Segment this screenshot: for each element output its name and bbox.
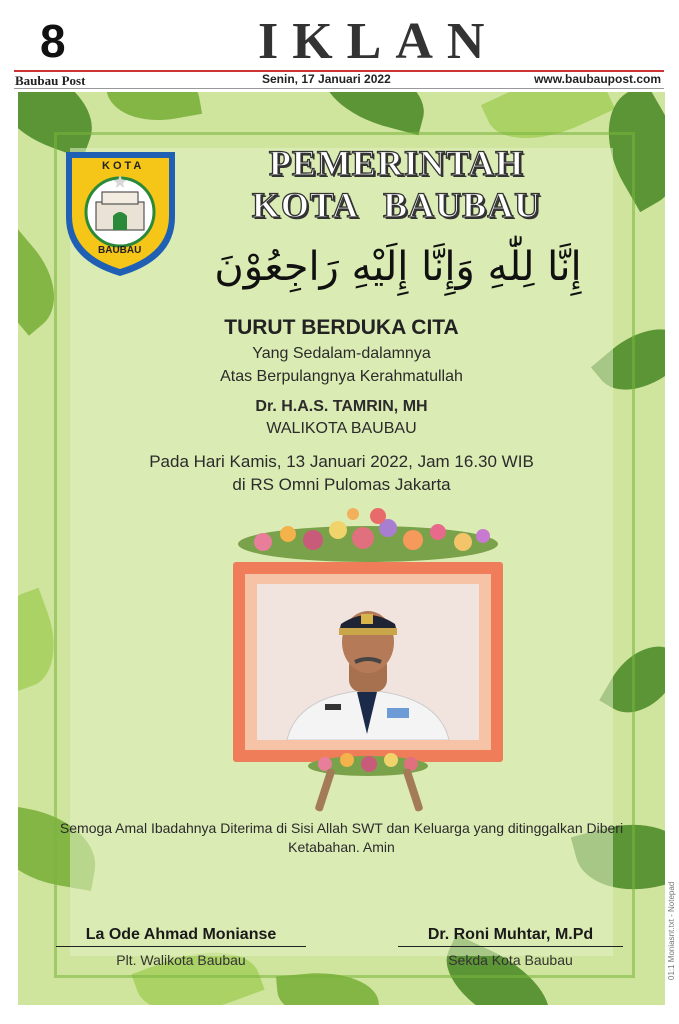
arabic-calligraphy: إِنَّا لِلّٰهِ وَإِنَّا إِلَيْهِ رَاجِعُوْنَ [214, 244, 582, 290]
signatory-right [398, 926, 623, 968]
prayer-text: Semoga Amal Ibadahnya Diterima di Sisi Allah SWT dan Keluarga yang ditinggalkan Diberi Ketabahan. Amin [59, 820, 624, 855]
signatory-title: Plt. Walikota Baubau [116, 952, 246, 968]
condolence-line-2: Atas Berpulangnya Kerahmatullah [220, 368, 463, 385]
photo-frame [233, 562, 503, 762]
section-title: IKLAN [258, 13, 499, 70]
deceased-photo [257, 584, 479, 740]
ad-title-line1: PEMERINTAH [268, 143, 525, 183]
time-of-passing: Pada Hari Kamis, 13 Januari 2022, Jam 16.30 WIB [149, 452, 534, 471]
signatory-name: La Ode Ahmad Monianse [56, 926, 306, 947]
flower-garland-top [233, 500, 503, 566]
header-divider-bottom [14, 88, 664, 89]
deceased-role: WALIKOTA BAUBAU [266, 420, 417, 437]
page-number: 8 [40, 15, 66, 67]
signatory-title: Sekda Kota Baubau [448, 952, 573, 968]
newspaper-header [0, 0, 679, 92]
condolence-line-1: Yang Sedalam-dalamnya [252, 345, 431, 362]
issue-date: Senin, 17 Januari 2022 [262, 72, 391, 86]
signatory-name: Dr. Roni Muhtar, M.Pd [398, 926, 623, 947]
paper-name: Baubau Post [15, 73, 86, 88]
signatory-left [56, 926, 306, 968]
place-of-passing: di RS Omni Pulomas Jakarta [232, 475, 451, 494]
website-link[interactable]: www.baubaupost.com [534, 72, 661, 86]
emblem-top-text: KOTA [102, 160, 145, 172]
emblem-bottom-text: BAUBAU [98, 245, 142, 256]
deceased-name: Dr. H.A.S. TAMRIN, MH [255, 398, 428, 415]
ad-title-line2: KOTA BAUBAU [251, 185, 542, 225]
condolence-heading: TURUT BERDUKA CITA [224, 316, 459, 339]
leaf-decoration [104, 92, 202, 129]
side-note: 01:1 Moniasnt.txt - Notepad [667, 881, 676, 980]
condolence-ad [18, 92, 665, 1005]
memorial-portrait [233, 500, 503, 810]
leaf-decoration [312, 92, 434, 135]
